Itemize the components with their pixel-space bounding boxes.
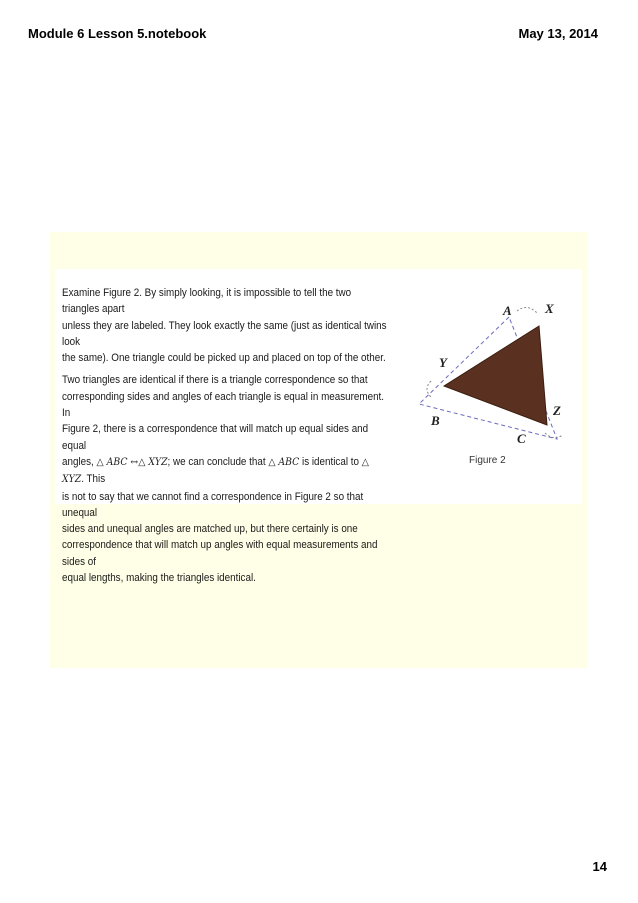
angle-arc-a bbox=[517, 307, 537, 313]
text-fragment: ; we can conclude that bbox=[167, 455, 269, 468]
angle-arc-c bbox=[545, 433, 563, 438]
math-triangle-xyz: △ XYZ bbox=[62, 456, 369, 486]
document-title: Module 6 Lesson 5.notebook bbox=[28, 26, 207, 41]
document-date: May 13, 2014 bbox=[518, 26, 598, 41]
triangle-xyz bbox=[444, 326, 547, 425]
label-x: X bbox=[545, 301, 554, 316]
text-line: correspondence that will match up angles with equal measurements and sides of bbox=[62, 539, 378, 568]
text-line: the same). One triangle could be picked up and placed on top of the other. bbox=[62, 352, 386, 365]
text-line: Two triangles are identical if there is a triangle correspondence so that bbox=[62, 374, 368, 387]
angle-arc-y bbox=[427, 381, 431, 397]
lesson-card bbox=[55, 269, 582, 585]
paragraph-examine bbox=[62, 285, 388, 366]
label-c: C bbox=[517, 431, 526, 446]
text-fragment: . This bbox=[81, 473, 106, 486]
label-z: Z bbox=[553, 403, 561, 418]
figure-caption: Figure 2 bbox=[469, 455, 506, 466]
text-line: sides and unequal angles are matched up, but there certainly is one bbox=[62, 523, 358, 536]
triangles-diagram bbox=[417, 299, 577, 469]
label-a: A bbox=[503, 303, 512, 318]
text-line: is not to say that we cannot find a correspondence in Figure 2 so that unequal bbox=[62, 490, 364, 519]
figure-2 bbox=[417, 299, 577, 469]
text-fragment: angles, bbox=[62, 455, 97, 468]
text-fragment: is identical to bbox=[299, 455, 362, 468]
text-line: corresponding sides and angles of each triangle is equal in measurement. In bbox=[62, 390, 385, 420]
text-line: Examine Figure 2. By simply looking, it is impossible to tell the two triangles apart bbox=[62, 287, 352, 316]
page-number: 14 bbox=[592, 859, 607, 874]
paragraph-identical bbox=[62, 372, 388, 586]
text-line: unless they are labeled. They look exactly the same (just as identical twins look bbox=[62, 319, 387, 348]
label-y: Y bbox=[439, 355, 447, 370]
text-line: Figure 2, there is a correspondence that will match up equal sides and equal bbox=[62, 423, 369, 452]
math-triangle-abc: △ ABC bbox=[268, 456, 300, 468]
text-line: equal lengths, making the triangles identical. bbox=[62, 572, 256, 585]
label-b: B bbox=[431, 413, 440, 428]
lesson-text bbox=[62, 285, 388, 592]
math-correspondence: △ ABC ↔△ XYZ bbox=[96, 456, 168, 468]
